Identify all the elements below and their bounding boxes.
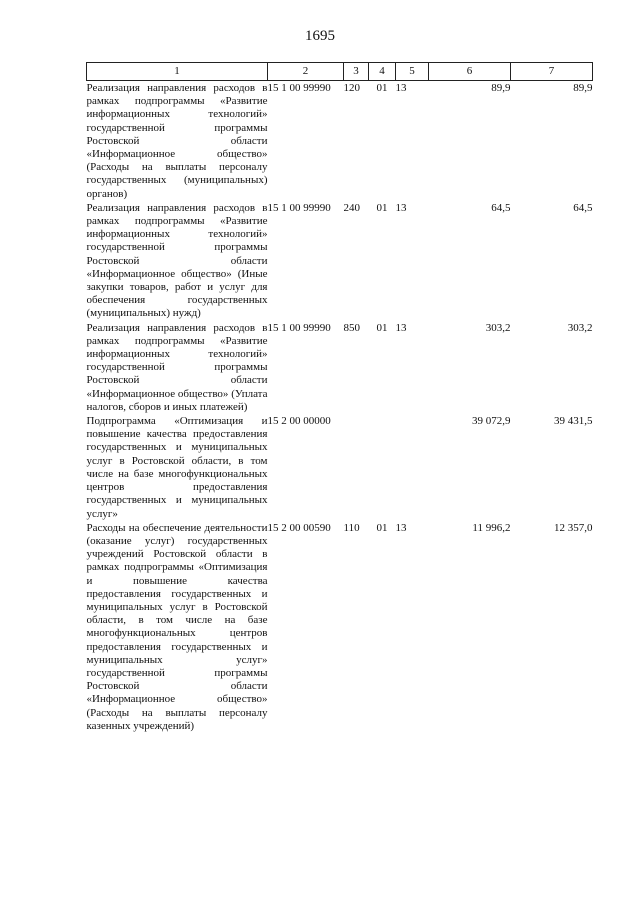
row-name: Реализация направления расходов в рамках подпрограммы «Развитие информационных технологий» государственной программы Ростовской области «Информационное общество» (Уплата налогов, сборов и иных платежей) bbox=[86, 321, 268, 413]
row-section: 01 bbox=[376, 521, 388, 534]
column-header-2: 2 bbox=[268, 63, 344, 81]
row-sum-2: 64,5 bbox=[573, 201, 593, 214]
row-section bbox=[369, 414, 396, 521]
row-expense-type: 850 bbox=[343, 321, 360, 334]
row-sum-2: 12 357,0 bbox=[554, 521, 593, 534]
row-subsection: 13 bbox=[395, 201, 407, 214]
row-name: Реализация направления расходов в рамках подпрограммы «Развитие информационных технологий» государственной программы Ростовской области «Информационное общество» (Расходы на выплаты персоналу государственных (муниципальных) органов) bbox=[86, 82, 268, 200]
column-header-6: 6 bbox=[429, 63, 511, 81]
column-header-7: 7 bbox=[511, 63, 593, 81]
row-expense-type: 240 bbox=[343, 201, 360, 214]
column-header-3: 3 bbox=[344, 63, 369, 81]
row-target-article: 15 1 00 99990 bbox=[267, 201, 331, 214]
row-subsection bbox=[396, 414, 429, 521]
row-section: 01 bbox=[376, 201, 388, 214]
table-header-row bbox=[87, 63, 593, 81]
page-number: 1695 bbox=[305, 28, 335, 44]
row-sum-1: 11 996,2 bbox=[472, 521, 511, 534]
row-target-article: 15 2 00 00590 bbox=[267, 521, 331, 534]
row-subsection: 13 bbox=[395, 321, 407, 334]
row-sum-1: 39 072,9 bbox=[472, 415, 511, 428]
row-subsection: 13 bbox=[395, 521, 407, 534]
row-section: 01 bbox=[376, 321, 388, 334]
row-expense-type: 110 bbox=[343, 521, 360, 534]
row-section: 01 bbox=[376, 82, 388, 94]
table-row bbox=[87, 414, 593, 521]
row-sum-2: 39 431,5 bbox=[554, 415, 593, 428]
row-sum-1: 64,5 bbox=[491, 201, 511, 214]
row-sum-2: 89,9 bbox=[573, 82, 593, 94]
row-name: Реализация направления расходов в рамках подпрограммы «Развитие информационных технологий» государственной программы Ростовской области «Информационное общество» (Иные закупки товаров, работ и услуг для обеспечения государственных (муниципальных) нужд) bbox=[86, 201, 268, 320]
column-header-4: 4 bbox=[369, 63, 396, 81]
budget-table bbox=[86, 62, 593, 733]
row-name: Подпрограмма «Оптимизация и повышение качества предоставления государственных и муниципальных услуг в Ростовской области, в том числе на базе многофункциональных центров предоставления государственных и муниципальных услуг» bbox=[86, 415, 268, 520]
table-row bbox=[87, 521, 593, 733]
row-sum-2: 303,2 bbox=[567, 321, 593, 334]
row-target-article: 15 1 00 99990 bbox=[267, 82, 331, 94]
row-target-article: 15 2 00 00000 bbox=[267, 415, 331, 428]
table-row bbox=[87, 81, 593, 201]
row-expense-type: 120 bbox=[343, 82, 360, 94]
row-subsection: 13 bbox=[395, 82, 407, 94]
row-target-article: 15 1 00 99990 bbox=[267, 321, 331, 334]
column-header-1: 1 bbox=[87, 63, 268, 81]
row-expense-type bbox=[344, 414, 369, 521]
row-sum-1: 89,9 bbox=[491, 82, 511, 94]
column-header-5: 5 bbox=[396, 63, 429, 81]
row-name: Расходы на обеспечение деятельности (оказание услуг) государственных учреждений Ростовской области в рамках подпрограммы «Оптимизация и повышение качества предоставления государственных и муниципальных услуг в Ростовской области, в том числе на базе многофункциональных центров предоставления государственных и муниципальных услуг» государственной программы Ростовской области «Информационное общество» (Расходы на выплаты персоналу казенных учреждений) bbox=[86, 521, 268, 732]
row-sum-1: 303,2 bbox=[485, 321, 511, 334]
table-row bbox=[87, 201, 593, 321]
table-row bbox=[87, 321, 593, 414]
